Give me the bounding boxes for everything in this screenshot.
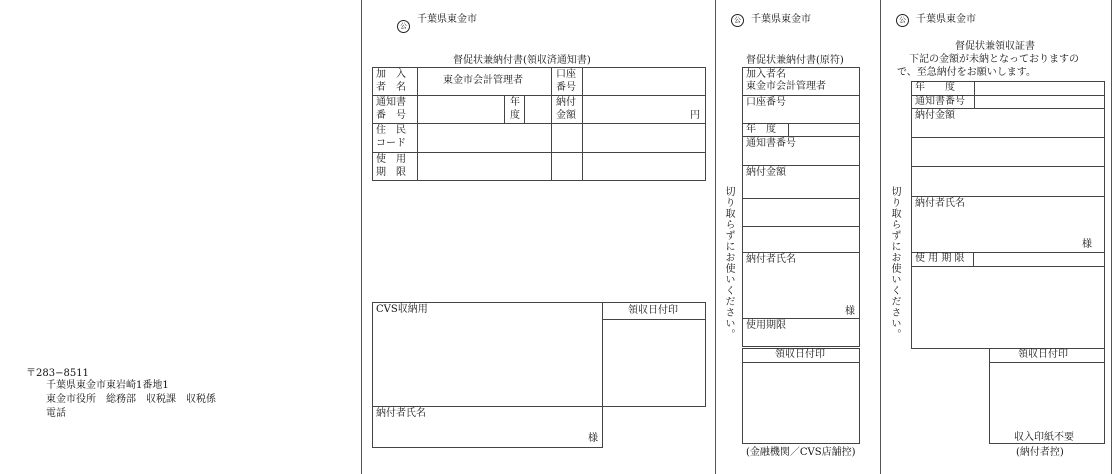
receipt-footer: (納付者控) [1016,447,1064,458]
fold-line-3 [880,0,881,474]
payer-label: 加入者名 [746,69,786,80]
payer-value: 東金市会計管理者 [746,81,826,92]
stub-table [742,67,860,347]
phone-label: 電話 [46,408,66,419]
amount-label-2: 金額 [556,110,576,121]
use-limit-label: 使 用 [376,154,406,165]
sama-label: 様 [588,433,598,444]
fold-line-1 [361,0,362,474]
resident-code-label-2: コード [376,138,406,149]
sama-label: 様 [1082,239,1092,250]
cut-instruction: 切り取らずにお使いください。 [889,186,900,340]
payer-name-label: 納付者氏名 [376,408,426,419]
city-name: 千葉県東金市 [417,14,477,25]
city-seal-icon: 公 [731,14,744,27]
payer-value: 東金市会計管理者 [443,75,523,86]
payer-label-2: 者 名 [376,82,406,93]
notice-label-2: 番 号 [376,110,406,121]
city-name: 千葉県東金市 [751,14,811,25]
payer-label: 加 入 [376,69,406,80]
stub-title: 督促状兼納付書(原符) [746,55,844,66]
city-name: 千葉県東金市 [916,14,976,25]
stamp-not-required: 収入印紙不要 [1014,432,1074,443]
receipt-stamp-label: 領収日付印 [1018,349,1068,360]
notice-message-2: で、至急納付をお願いします。 [897,67,1036,78]
postal-code: 〒283−8511 [26,368,89,379]
account-label: 口座番号 [746,97,786,108]
resident-code-label: 住 民 [376,125,406,136]
year-label: 年 度 [746,124,776,135]
cvs-box [372,302,603,448]
stub-footer: (金融機関／CVS店舗控) [746,447,856,458]
receipt-stamp-box [602,302,706,407]
notice-message-1: 下記の金額が未納となっておりますの [909,54,1079,65]
amount-label: 納付金額 [915,110,955,121]
sama-label: 様 [845,306,855,317]
page-edge-right [1111,0,1112,474]
receipt-stamp-label: 領収日付印 [628,305,678,316]
yen-unit: 円 [690,110,700,121]
use-limit-label-2: 期 限 [376,167,406,178]
notice-label: 通知書番号 [746,138,796,149]
department: 東金市役所 総務部 収税課 収税係 [46,394,216,405]
account-label: 口座 [556,69,576,80]
city-seal-icon: 公 [397,20,410,33]
city-seal-icon: 公 [896,14,909,27]
receipt-stamp-label: 領収日付印 [775,349,825,360]
amount-label: 納付金額 [746,167,786,178]
use-limit-label: 使 用 期 限 [915,253,965,264]
fold-line-2 [715,0,716,474]
receipt-title: 督促状兼領収証書 [955,41,1035,52]
notice-label: 通知書 [376,97,406,108]
amount-label: 納付 [556,97,576,108]
address-line: 千葉県東金市東岩崎1番地1 [46,380,169,391]
payer-name-label: 納付者氏名 [746,254,796,265]
slip-info-table [372,67,706,181]
payer-name-label: 納付者氏名 [915,198,965,209]
notice-label: 通知書番号 [915,96,965,107]
account-label-2: 番号 [556,82,576,93]
slip-title: 督促状兼納付書(領収済通知書) [453,55,591,66]
year-label: 年 度 [915,82,955,93]
use-limit-label: 使用期限 [746,320,786,331]
cut-instruction: 切り取らずにお使いください。 [723,186,734,340]
year-label-2: 度 [510,110,520,121]
year-label: 年 [510,97,520,108]
cvs-label: CVS収納用 [376,304,428,315]
